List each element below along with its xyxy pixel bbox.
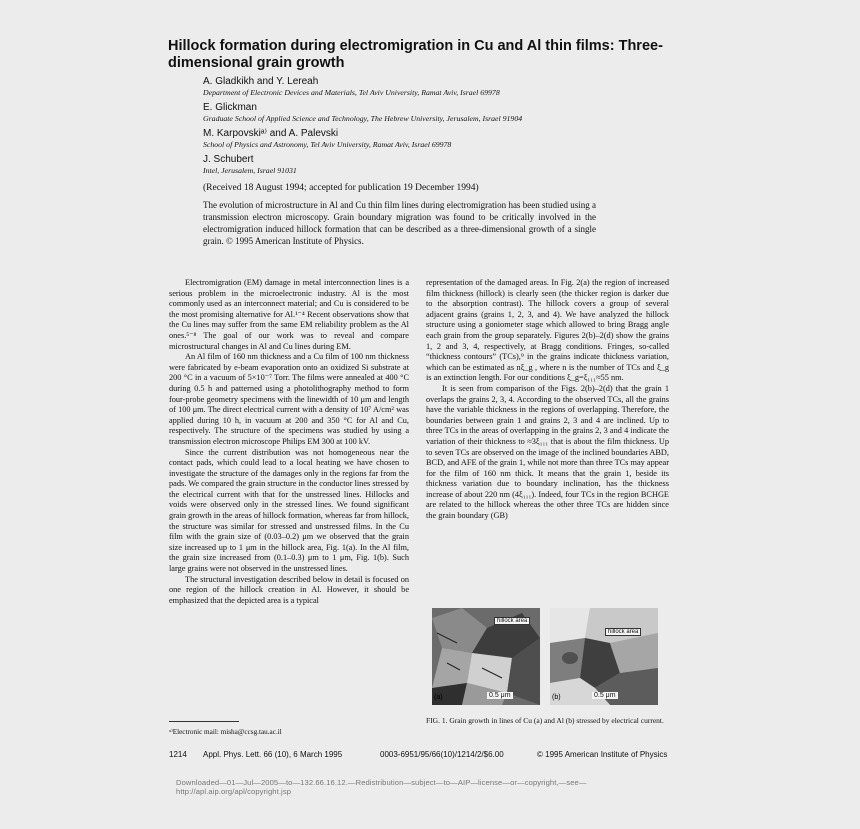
footnote-divider — [169, 721, 239, 722]
panel-label: (a) — [434, 694, 443, 701]
right-column — [426, 278, 669, 522]
author-list — [203, 76, 683, 180]
body-paragraph: Since the current distribution was not homogeneous near the contact pads, which could lead to a local heating we have chosen to investigate the structure of the damages only in the regions far from the pads. We compared the grain structure in the conductor lines stressed by the electrical current with that for the unstressed lines. Hillocks and voids were observed only in the stressed lines. We found significant grain growth in the areas of hillock formation, whereas far from hillock, the structure was similar for stressed and unstressed films. In the Cu film with the grain size of (0.03–0.2) μm we observed that the grain size increased up to 1 μm in the hillock area, Fig. 1(a). In the Al film, the grain size increased from (0.1–0.3) μm to 1 μm, Fig. 1(b). Such large grains were not observed in the unstressed lines. — [169, 447, 409, 574]
figure-caption: FIG. 1. Grain growth in lines of Cu (a) and Al (b) stressed by electrical current. — [426, 716, 664, 725]
journal-citation: Appl. Phys. Lett. 66 (10), 6 March 1995 — [203, 750, 343, 759]
download-notice: Downloaded—01—Jul—2005—to—132.66.16.12.—Redistribution—subject—to—AIP—license—or—copyright,—see—http://apl.aip.org/apl/copyright.jsp — [176, 778, 587, 796]
author-block — [203, 154, 683, 176]
author-block — [203, 76, 683, 98]
micrograph-cu — [432, 608, 540, 705]
author-block — [203, 102, 683, 124]
scale-bar: 0.5 μm — [594, 692, 616, 699]
paper-title: Hillock formation during electromigration in Cu and Al thin films: Three-dimensional grain growth — [168, 38, 663, 71]
abstract: The evolution of microstructure in Al and Cu thin film lines during electromigration has been studied using a transmission electron microscopy. Grain boundary migration was found to be critically involved in the electromigration induced hillock formation that can be described as a three-dimensional growth of a single grain. © 1995 American Institute of Physics. — [203, 200, 596, 246]
panel-label: (b) — [552, 694, 561, 701]
left-column — [169, 278, 409, 606]
body-paragraph: The structural investigation described below in detail is focused on one region of the hillock creation in Al. However, it should be emphasized that the depicted area is a typical — [169, 574, 409, 605]
scale-bar: 0.5 μm — [489, 692, 511, 699]
figure-1 — [430, 608, 668, 708]
page-number: 1214 — [169, 750, 187, 759]
author-name: A. Gladkikh and Y. Lereah — [203, 76, 319, 87]
author-affiliation: School of Physics and Astronomy, Tel Aviv University, Ramat Aviv, Israel 69978 — [203, 140, 452, 149]
author-block — [203, 128, 683, 150]
hillock-label: hillock area — [605, 628, 641, 636]
author-affiliation: Intel, Jerusalem, Israel 91031 — [203, 166, 297, 175]
body-paragraph: An Al film of 160 nm thickness and a Cu film of 100 nm thickness were fabricated by e-beam evaporation onto an oxidized Si substrate at 200 °C in a vacuum of 5×10⁻⁷ Torr. The films were annealed at 400 °C during 0.5 h and patterned using a photolithography method to form four-probe geometry specimens with the linewidth of 10 μm and length of 100 μm. The direct electrical current with a density of 10⁷ A/cm² was applied during 10 h, in vacuum at 200 and 350 °C for Al and Cu, respectively. The structure of the specimens was studied by using a transmission electron microscope Philips EM 300 at 100 kV. — [169, 352, 409, 446]
body-paragraph: representation of the damaged areas. In Fig. 2(a) the region of increased film thickness (hillock) is clearly seen (the thicker region is darker due to the absorption contrast). The hillock covers a group of several adjacent grains (grains 1, 2, 3, and 4). We have analyzed the hillock structure using a goniometer stage which allowed to bring Bragg angle each grain from the group separately. Figures 2(b)–2(d) show the grains 1, 2 and 3, 4, respectively, at Bragg conditions. Fringes, so-called “thickness contours” (TCs),⁹ in the grains indicate thickness variation, which can be estimated as nξ_g , where n is the number of TCs and ξ_g is an extinction length. For our conditions ξ_g=ξ₁₁₁≈55 nm. — [426, 278, 669, 383]
author-affiliation: Department of Electronic Devices and Materials, Tel Aviv University, Ramat Aviv, Israel 69978 — [203, 88, 500, 97]
footnote: ᵃ⁾Electronic mail: misha@ccsg.tau.ac.il — [169, 728, 282, 736]
article-code: 0003-6951/95/66(10)/1214/2/$6.00 — [380, 750, 504, 759]
micrograph-al-image — [550, 608, 658, 705]
micrograph-al — [550, 608, 658, 705]
body-paragraph: Electromigration (EM) damage in metal interconnection lines is a serious problem in the microelectronic industry. Al is the most commonly used as an interconnect material; and Cu is considered to be the most promising alternative for Al.¹⁻⁴ Recent observations show that the Cu lines may suffer from the same EM reliability problem as the Al ones.⁵⁻⁸ The goal of our work was to reveal and compare microstructural changes in Al and Cu lines during EM. — [169, 278, 409, 351]
author-affiliation: Graduate School of Applied Science and Technology, The Hebrew University, Jerusalem, Israel 91904 — [203, 114, 523, 123]
received-dates: (Received 18 August 1994; accepted for publication 19 December 1994) — [203, 183, 479, 193]
author-name: M. Karpovskiᵃ⁾ and A. Palevski — [203, 128, 339, 139]
copyright-notice: © 1995 American Institute of Physics — [537, 750, 668, 759]
author-name: E. Glickman — [203, 102, 257, 113]
author-name: J. Schubert — [203, 154, 254, 165]
hillock-label: hillock area — [494, 617, 530, 625]
body-paragraph: It is seen from comparison of the Figs. 2(b)–2(d) that the grain 1 overlaps the grains 2, 3, 4. According to the observed TCs, all the grains have the variable thickness in the regions of overlapping. Therefore, the boundaries between grain 1 and grains 2, 3 and 4 are inclined. Up to three TCs in the areas of overlapping in the grains 2, 3 and 4 indicate the variation of their thickness to ≈3ξ₁₁₁ that is about the film thickness. Up to seven TCs are observed on the image of the inclined boundaries ABD, BCD, and AFE of the grain 1, while not more than three TCs may appear for the film of 160 nm thick. It means that the grain 1, beside its thickness variation due to boundary inclination, has the thickness increase of about 220 nm (4ξ₁₁₁). Indeed, four TCs in the region BCHGE are related to the hillock whereas the other three TCs are hidden since the grain boundary (GB) — [426, 383, 669, 521]
